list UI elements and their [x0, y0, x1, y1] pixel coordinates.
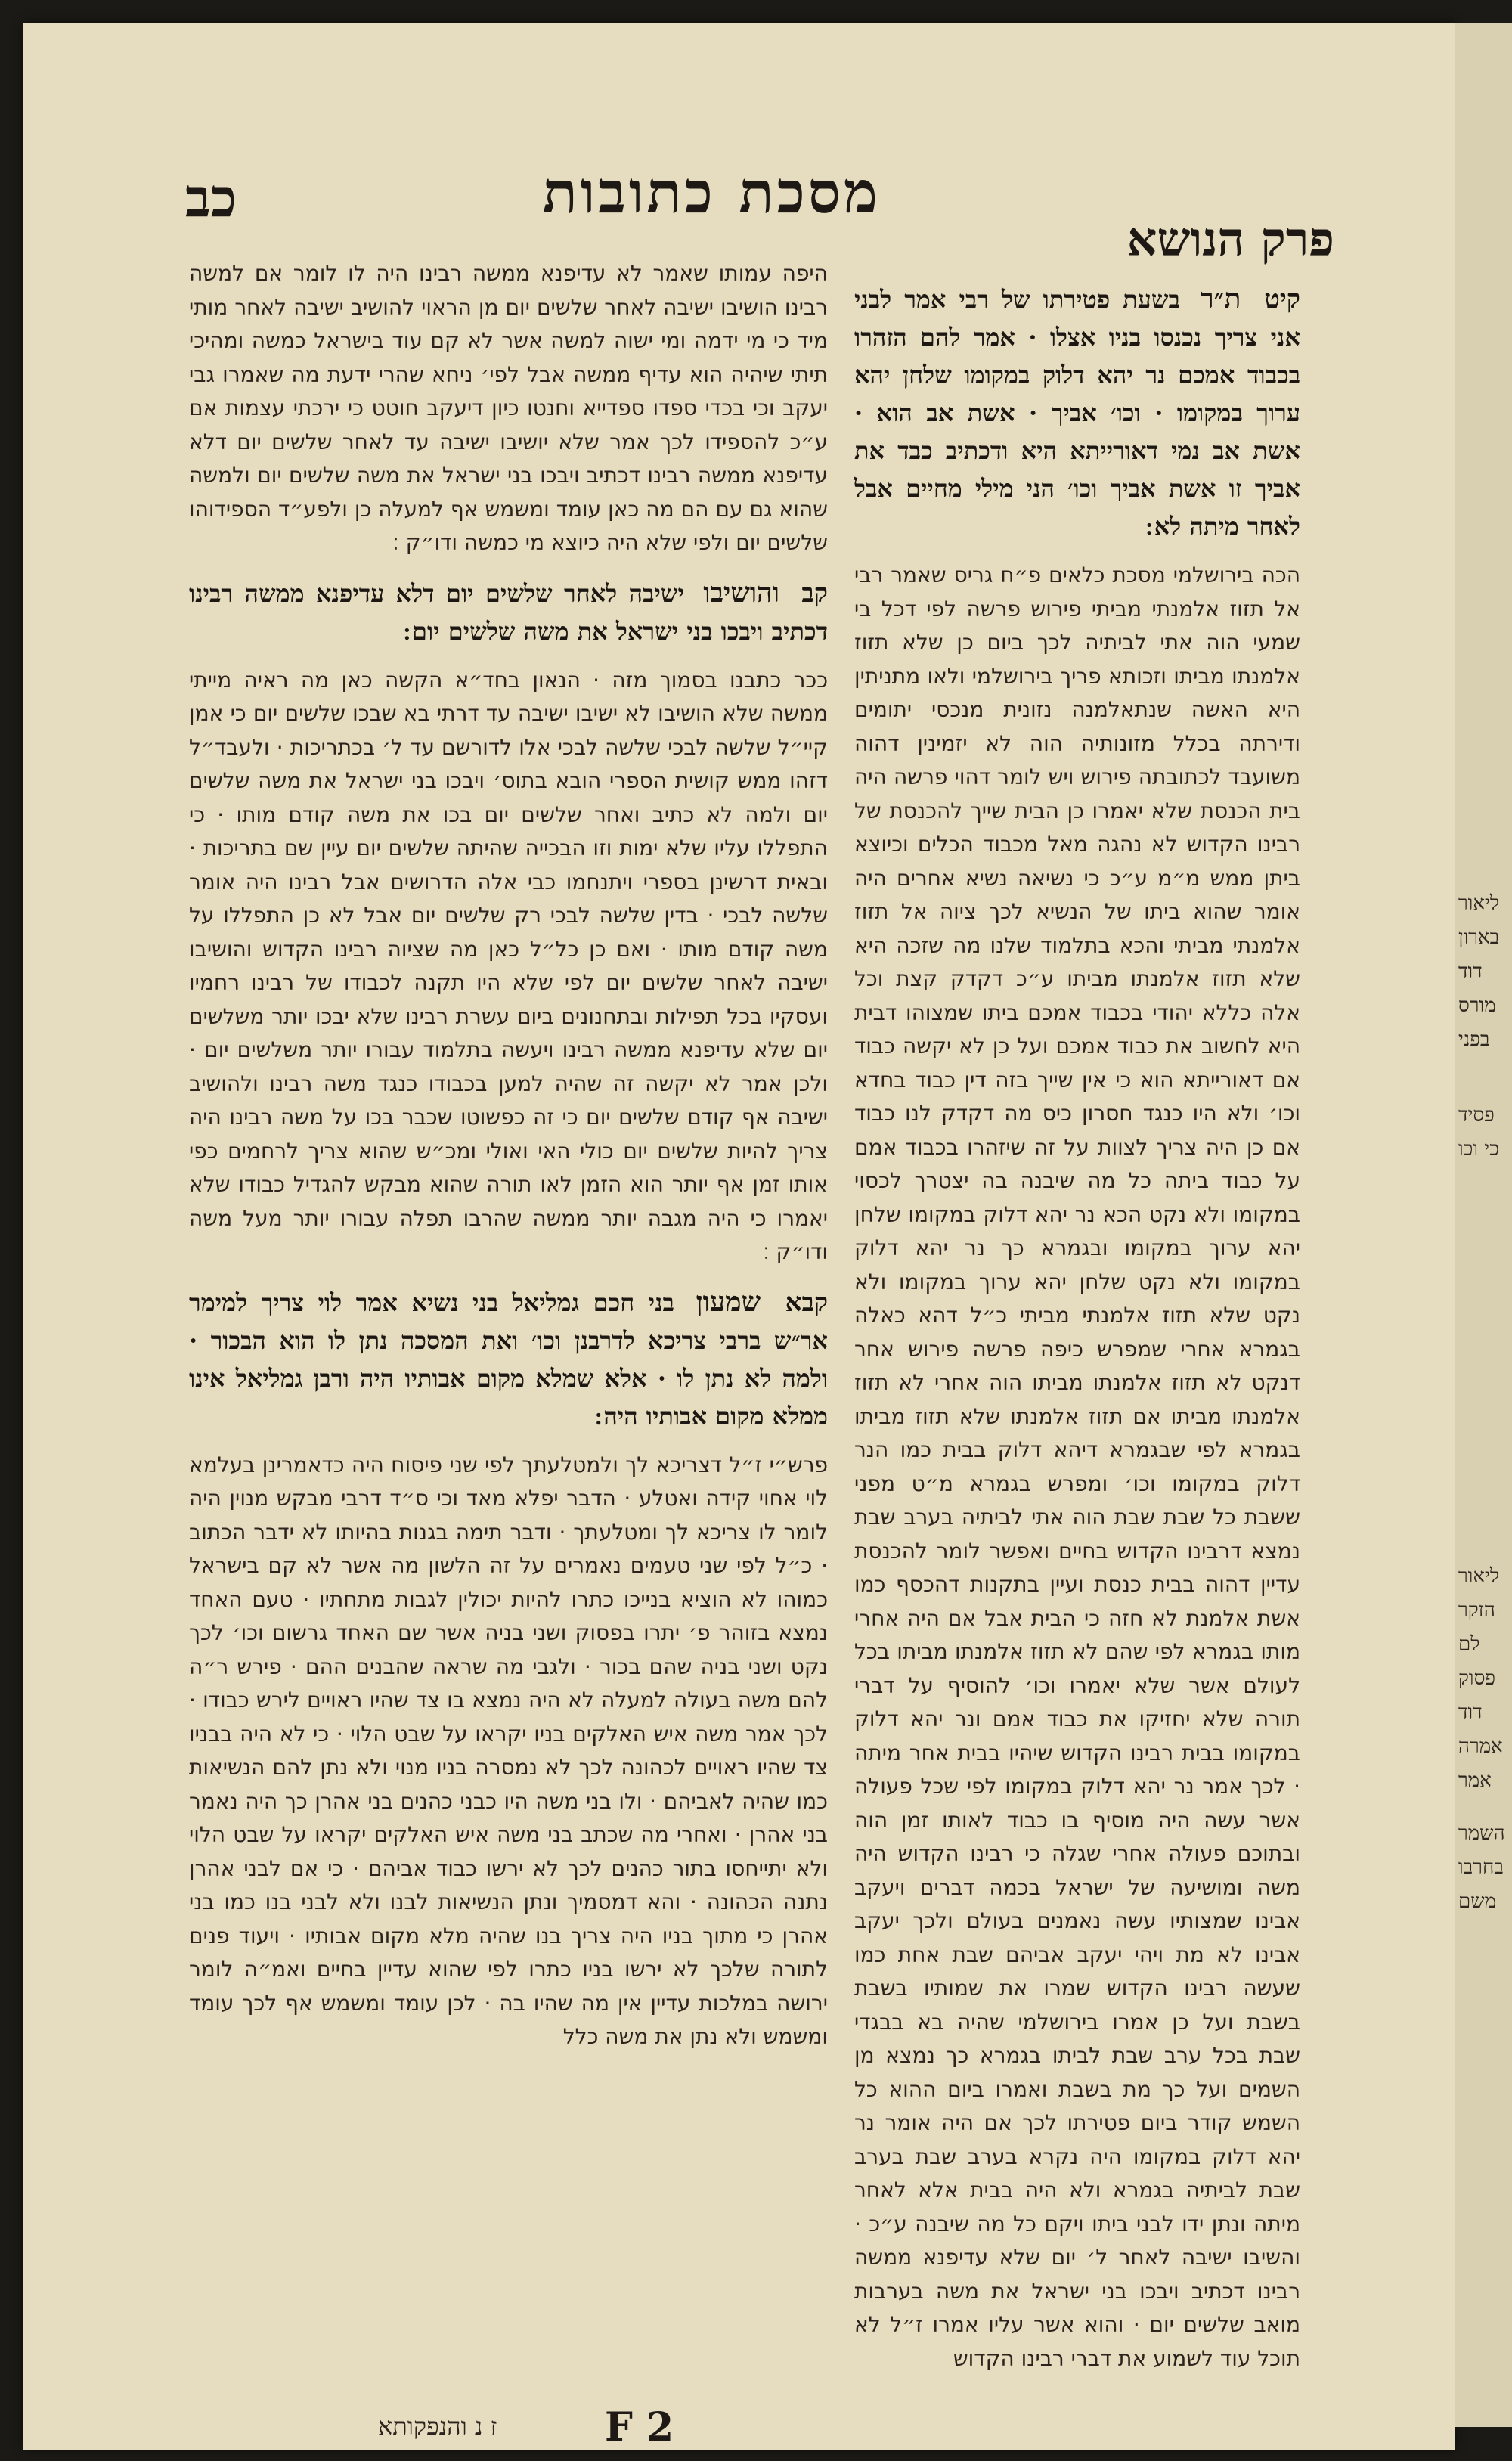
- commentary-block: [854, 559, 1300, 2376]
- margin-fragment: אמר: [1458, 1769, 1492, 1792]
- opening-word: שמעון: [696, 1285, 761, 1318]
- margin-fragment: פסוק: [1458, 1667, 1495, 1690]
- commentary-block: [189, 257, 828, 560]
- mishnah-block: [189, 1283, 828, 1435]
- margin-fragment: הזקר: [1458, 1599, 1495, 1622]
- right-column: [854, 280, 1301, 2371]
- folio-number: כב: [185, 166, 237, 229]
- section-number: קב: [801, 578, 829, 609]
- mishnah-block: [189, 574, 828, 650]
- margin-fragment: בארון: [1458, 926, 1500, 949]
- section-number: קיט: [1264, 284, 1301, 315]
- margin-fragment: דוד: [1458, 1701, 1483, 1724]
- opening-word: והושיבו: [703, 576, 779, 609]
- page-footer: [23, 2404, 1455, 2450]
- commentary-text: ככר כתבנו בסמוך מזה · הנאון בחד״א הקשה כאן מה ראיה מייתי ממשה שלא הושיבו לא ישיבו ישיבה עד דרתי בא שבכו שלשים יום כי אמן קיי״ל שלשה לבכי שלשה לבכי אלו לדורשם עד ל׳ בכתריכות · ולעבד״ל דזהו ממש קושית הספרי הובא בתוס׳ ויבכו בני ישראל את משה שלשים יום ולמה לא כתיב ואחר שלשים יום בכו את משה קודם מותו · כי התפללו עליו שלא ימות וזו הבכייה שהיתה שלשים יום עיין שם בתריכות · ובאית דרשינן בספרי ויתנחמו כבי אלה הדרושים אבל רבינו היה אומר שלשה לבכי · בדין שלשה לבכי רק שלשים יום אבל לא כן התפללו על משה קודם מותו · ואם כן כל״ל כאן מה שציוה רבינו הקדוש והושיבו ישיבה לאחר שלשים יום לפי שלא היו תקנה לכבודו של רבינו רחמיו ועסקיו בכל תפילות ובתחנונים ביום עשרת רבינו שלא יבכו יותר משלשים יום שלא עדיפנא ממשה רבינו ויעשה בתלמוד עבורו יותר משלשים יום · ולכן אמר לא יקשה זה שהיה למען בכבודו כנגד משה רבינו ולהושיב ישיבה אף קודם שלשים יום כי זה כפשוטו שכבר בכו על משה רבינו היה צריך להיות שלשים יום כולי האי ואולי ומכ״ש שהוא צריך לרחמים כפי אותו זמן אף יותר הוא הזמן לאו תורה שהוא מבקש להגדיל כבודו שלא יאמרו כי היה מגבה יותר ממשה שהרבו תפלה עבורו יותר מעל משה ודו״ק ׃: [189, 667, 828, 1264]
- left-column: [189, 257, 828, 2366]
- chapter-title: פרק הנושא: [1126, 212, 1334, 267]
- mishnah-text: בשעת פטירתו של רבי אמר לבני אני צריך נכנסו בניו אצלו · אמר להם הזהרו בכבוד אמכם נר יהא דלוק במקומו שלחן יהא ערוך במקומו · וכו׳ אביך · אשת אב הוא · אשת אב נמי דאורייתא היא ודכתיב כבד את אביך זו אשת אביך וכו׳ הני מילי מחיים אבל לאחר מיתה לא ׃: [854, 285, 1300, 541]
- margin-fragment: אמרה: [1458, 1735, 1503, 1758]
- page-header: [23, 151, 1455, 267]
- margin-fragment: פסיד: [1458, 1104, 1495, 1127]
- margin-fragment: השמר: [1458, 1822, 1505, 1845]
- margin-fragment: לם: [1458, 1633, 1480, 1656]
- commentary-block: [189, 1449, 828, 2054]
- margin-fragment: ליאור: [1458, 892, 1500, 915]
- opening-word: ת״ר: [1201, 283, 1241, 315]
- commentary-text: היפה עמותו שאמר לא עדיפנא ממשה רבינו היה לו לומר אם למשה רבינו הושיבו ישיבה לאחר שלשים יום מן הראוי להושיב ישיבה לאחר מותי מיד כי מי ידמה ומי ישוה למשה אשר לא קם עוד בישראל כמשה ומהיכי תיתי שיהיה הוא עדיף ממשה אבל לפי׳ ניחא שהרי ידעת מה שאמרו גבי יעקב וכי בכדי ספדו ספדייא וחנטו כיון דיעקב חוטט כי ירכתי עצמות אם ע״כ להספידו לכך אמר שלא יושיבו ישיבה עד לאחר שלשים יום דלא עדיפנא ממשה רבינו דכתיב ויבכו בני ישראל את משה שלשים יום ולמשה שהוא גם עם הם מה כאן עומד ומשמש אף למעלה כן ולפע״ד הספידוהו שלשים יום ולפי שלא היה כיוצא מי כמשה ודו״ק ׃: [189, 261, 828, 555]
- margin-fragment: מורס: [1458, 994, 1496, 1017]
- signature-mark: F 2: [605, 2404, 674, 2450]
- section-number: קבא: [785, 1287, 829, 1318]
- margin-fragment: משם: [1458, 1890, 1497, 1913]
- margin-fragment: בחרבו: [1458, 1856, 1504, 1879]
- mishnah-text: בני חכם גמליאל בני נשיא אמר לוי צריך למימר אר״ש ברבי צריכא לדרבנן וכו׳ ואת המסכה נתן לו הוא הבכור · ולמה לא נתן לו · אלא שמלא מקום אבותיו היה ורבן גמליאל אינו ממלא מקום אבותיו היה ׃: [189, 1288, 828, 1430]
- margin-fragment: כי וכו: [1458, 1138, 1499, 1161]
- catchword: ז נ והנפקותא: [378, 2412, 497, 2441]
- book-page-left: [23, 23, 1455, 2450]
- mishnah-text: ישיבה לאחר שלשים יום דלא עדיפנא ממשה רבינו דכתיב ויבכו בני ישראל את משה שלשים יום ׃: [189, 578, 828, 646]
- commentary-text: הכה בירושלמי מסכת כלאים פ״ח גריס שאמר רבי אל תזוז אלמנתי מביתי פירוש פרשה לפי דכל בי שמעי הוה אתי לביתיה לכך ביום כן שלא תזוז אלמנתו מביתו וזכותא פריך בירושלמי ולאו מתניתין היא האשה שנתאלמנה נזונית מנכסי יתומים ודירתה בכלל מזונותיה הוה לא יזמינין דהוה משועבד לכתובתה פירוש ויש לומר דהוי פרשה היה בית הכנסת שלא יאמרו כן הבית שייך להכנסת של רבינו הקדוש לא נהגה מאל מכבוד הכלים וכיוצא ביתן ממש מ״מ ע״כ כי נשיאה נשיא אחרים היה אומר שהוא ביתו של הנשיא לכך ציוה אל תזוז אלמנתי מביתי והכא בתלמוד שלנו מה שזכה היא שלא תזוז אלמנתו מביתו ע״כ דקדק קצת וכל אלה כללא יהודי בכבוד אמכם ביתו שמצוהו דבית היא לחשוב את כבוד אמכם ועל כן לא יקשה כבוד אם דאורייתא הוא כי אין שייך בזה דין כבוד בחדא וכו׳ ולא היו כנגד חסרון כיס מה דקדק לנו כבוד אם כן היה צריך לצוות על זה שיזהרו בכבוד אמם על כבוד ביתה כל מה שיבנה בה יצטרך לכסוי במקומו ולא נקט הכא נר יהא דלוק במקומו שלחן יהא ערוך במקומו ובגמרא כך נר יהא דלוק במקומו ולא נקט שלחן יהא ערוך במקומו ולא נקט שלא תזוז אלמנתי מביתי כ״ל דהא כאלה בגמרא אחרי שמפרש כיפה פרשה פירוש אחר דנקט לא תזוז אלמנתו מביתו הוה אחרי לא תזוז אלמנתו מביתו אם תזוז אלמנתו שלא תזוז מביתו בגמרא לפי שבגמרא דיהא דלוק בבית כמו הנר דלוק במקומו וכו׳ ומפרש בגמרא מ״ט מפני ששבת כל שבת שבת הוה אתי לביתיה בערב שבת נמצא דרבינו הקדוש בחיים ואפשר לומר להכנסת עדיין דהוה בבית כנסת ועיין בתקנות דהכסף כמו אשת אלמנת לא חזה כי הבית אבל אם היה אחרי מותו בגמרא לפי שהם לא תזוז אלמנתו מביתו בכל לעולם אשר שלא יאמרו וכו׳ להוסיף על דברי תורה שלא יחזיקו את כבוד אמם ונר יהא דלוק במקומו בבית רבינו הקדוש שיהיו בבית אחר מיתה · לכך אמר נר יהא דלוק במקומו לפי שכל פעולה אשר עשה היה מוסיף בו כבוד לאותו זמן הוה ובתוכם פעולה אחרי שגלה כי רבינו הקדוש היה משה ומושיעה של ישראל בכמה דברים ויעקב אבינו שמצותיו עשה נאמנים בעולם ולכך יעקב אבינו לא מת ויהי יעקב אביהם שבת אחת כמו שעשה רבינו הקדוש שמרו את שמותיו בשבת בשבת ועל כן אמרו בירושלמי שהיה בא בבגדי שבת בכל ערב שבת לביתו בגמרא כך נמצא מן השמים ועל כך מת בשבת ואמרו ביום ההוא כל השמש קודר ביום פטירתו לכך אם היה אומר נר יהא דלוק במקומו היה נקרא בערב שבת בערב שבת לביתיה בגמרא ולא היה בבית אלא לאחר מיתה ונתן ידו לבני ביתו ויקם כל מה שיבנה ע״כ · והשיבו ישיבה לאחר ל׳ יום שלא עדיפנא ממשה רבינו דכתיב ויבכו בני ישראל את משה בערבות מואב שלשים יום · והוא אשר עליו אמרו ז״ל לא תוכל עוד לשמוע את דברי רבינו הקדוש: [854, 563, 1300, 2371]
- tractate-title: מסכת כתובות: [542, 159, 881, 226]
- margin-fragment: בפני: [1458, 1028, 1490, 1051]
- mishnah-block: [854, 280, 1300, 545]
- book-page-right-edge: [1455, 23, 1512, 2427]
- margin-fragment: דוד: [1458, 960, 1483, 983]
- margin-fragment: ליאור: [1458, 1565, 1500, 1588]
- commentary-block: [189, 664, 828, 1269]
- commentary-text: פרש״י ז״ל דצריכא לך ולמטלעתך לפי שני פיסוח היה כדאמרינן בעלמא לוי אחוי קידה ואטלע · הדבר יפלא מאד וכי ס״ד דרבי מבקש מנוין היה לומר לו צריכא לך ומטלעתך · ודבר תימה בגנות בהיותו לא ידבר הכתוב · כ״ל לפי שני טעמים נאמרים על זה הלשון מה אשר לא קם בישראל כמוהו לא הוציא בנייכו כתרו להיות יכולין לגבות מתחתיו · טעם האחד נמצא בזוהר פ׳ יתרו בפסוק ושני בניה אשר שם האחד גרשום וכו׳ לכך נקט ושני בניה שהם בכור · ולגבי מה שראה שהבנים ההם · פירש ר״ה להם משה בעולה למעלה לא היה נמצא בו צד שהיו ראויים לירש כבודו · לכך אמר משה איש האלקים בניו יקראו על שבט הלוי · כי לא היה בבניו צד שהיו ראויים לכהונה לכך לא נמסרה בניו מנוי ולא נתן להם הנשיאות כמו שהיה לאביהם · ולו בני משה היו כבני כהנים בני אהרן כך היה נאמר בני אהרן · ואחרי מה שכתב בני משה איש האלקים יקראו על שבט הלוי ולא יתייחסו בתור כהנים לכך לא ירשו כבוד אביהם · כי אם לבני אהרן נתנה הכהונה · והא דמסמיך ונתן הנשיאות לבנו ולא לבני בנו כמו בני אהרן כי מתוך בניו היה צריך בנו שהיה מלא מקום אבותיו · ויעוד פנים לתורה שלכך לא ירשו בניו כתרו לפי שהוא עדיין בחיים ואמ״ה לומר ירושה במלכות עדיין אין מה שהיו בה · לכן עומד ומשמש אף לכך עומד ומשמש ולא נתן את משה כלל: [189, 1452, 828, 2049]
